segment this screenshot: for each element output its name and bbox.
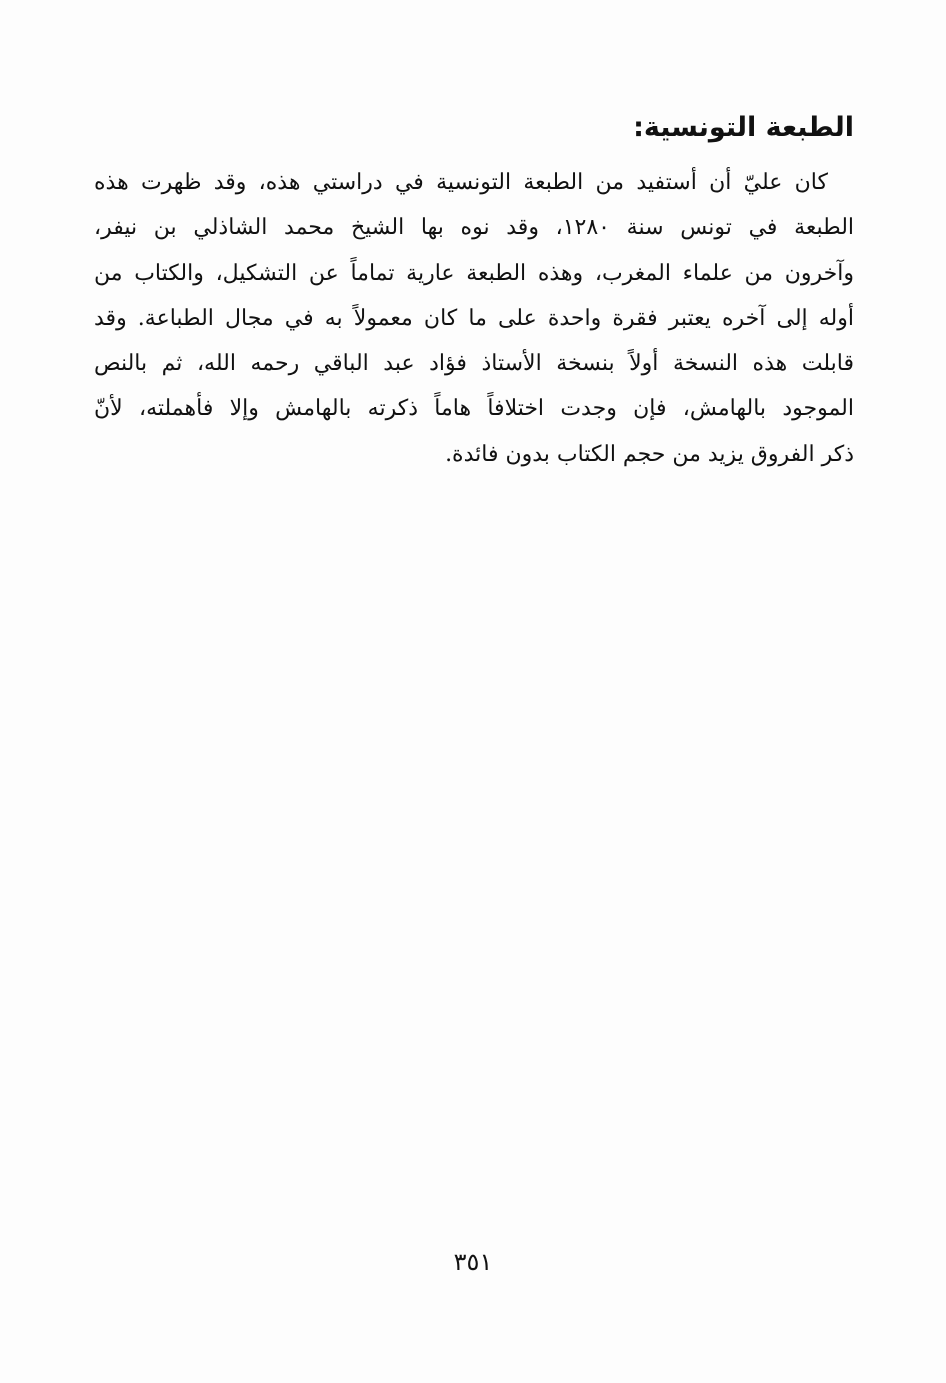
paragraph-line: أوله إلى آخره يعتبر فقرة واحدة على ما كان معمولاً به في مجال الطباعة. وقد <box>94 305 854 331</box>
section-heading: الطبعة التونسية: <box>633 112 854 143</box>
page-number: ٣٥١ <box>453 1248 493 1276</box>
body-paragraph <box>94 160 854 477</box>
paragraph-line: قابلت هذه النسخة أولاً بنسخة الأستاذ فؤاد عبد الباقي رحمه الله، ثم بالنص <box>94 351 854 377</box>
paragraph-line: ذكر الفروق يزيد من حجم الكتاب بدون فائدة. <box>445 441 854 467</box>
paragraph-line: وآخرون من علماء المغرب، وهذه الطبعة عارية تماماً عن التشكيل، والكتاب من <box>94 260 854 286</box>
paragraph-line: الموجود بالهامش، فإن وجدت اختلافاً هاماً ذكرته بالهامش وإلا فأهملته، لأنّ <box>94 396 854 422</box>
paragraph-line: الطبعة في تونس سنة ١٢٨٠، وقد نوه بها الشيخ محمد الشاذلي بن نيفر، <box>94 215 854 241</box>
paragraph-line: كان عليّ أن أستفيد من الطبعة التونسية في دراستي هذه، وقد ظهرت هذه <box>94 170 828 195</box>
